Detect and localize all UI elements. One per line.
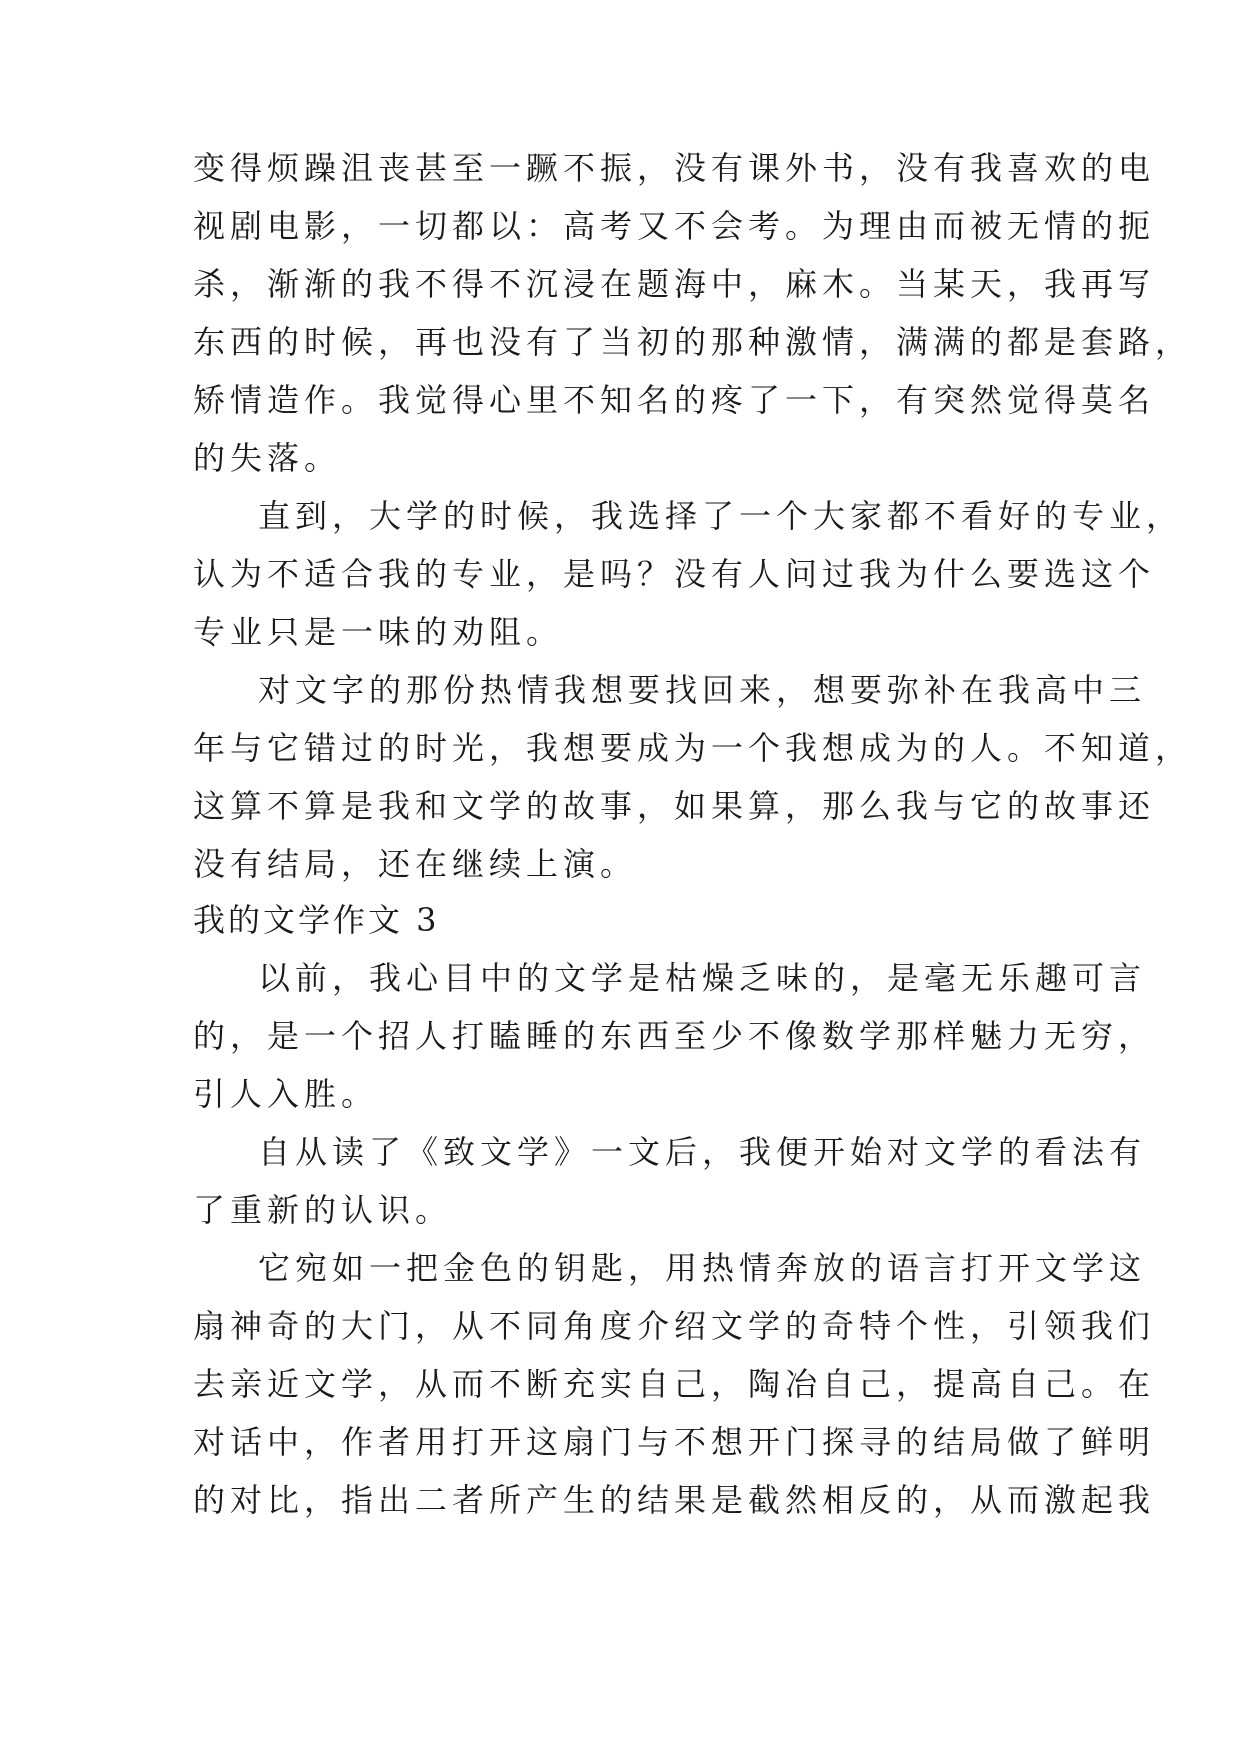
paragraph-first-line: 对文字的那份热情我想要找回来，想要弥补在我高中三 [258, 671, 1147, 709]
paragraph-first-line: 直到，大学的时候，我选择了一个大家都不看好的专业， [258, 497, 1184, 535]
section-heading: 我的文学作文 3 [193, 901, 440, 939]
text-line: 东西的时候，再也没有了当初的那种激情，满满的都是套路， [193, 323, 1193, 361]
paragraph-first-line: 自从读了《致文学》一文后，我便开始对文学的看法有 [258, 1133, 1147, 1171]
text-line: 专业只是一味的劝阻。 [193, 613, 564, 651]
text-line: 杀，渐渐的我不得不沉浸在题海中，麻木。当某天，我再写 [193, 265, 1156, 303]
text-line: 没有结局，还在继续上演。 [193, 845, 638, 883]
text-line: 认为不适合我的专业，是吗？没有人问过我为什么要选这个 [193, 555, 1156, 593]
text-line: 矫情造作。我觉得心里不知名的疼了一下，有突然觉得莫名 [193, 381, 1156, 419]
paragraph-first-line: 以前，我心目中的文学是枯燥乏味的，是毫无乐趣可言 [258, 959, 1147, 997]
text-line: 年与它错过的时光，我想要成为一个我想成为的人。不知道， [193, 729, 1193, 767]
text-line: 对话中，作者用打开这扇门与不想开门探寻的结局做了鲜明 [193, 1423, 1156, 1461]
text-line: 变得烦躁沮丧甚至一蹶不振，没有课外书，没有我喜欢的电 [193, 149, 1156, 187]
text-line: 的对比，指出二者所产生的结果是截然相反的，从而激起我 [193, 1481, 1156, 1519]
text-line: 的失落。 [193, 439, 342, 477]
text-line: 这算不算是我和文学的故事，如果算，那么我与它的故事还 [193, 787, 1156, 825]
text-line: 了重新的认识。 [193, 1191, 453, 1229]
text-line: 的，是一个招人打瞌睡的东西至少不像数学那样魅力无穷， [193, 1017, 1156, 1055]
paragraph-first-line: 它宛如一把金色的钥匙，用热情奔放的语言打开文学这 [258, 1249, 1147, 1287]
text-line: 扇神奇的大门，从不同角度介绍文学的奇特个性，引领我们 [193, 1307, 1156, 1345]
text-line: 视剧电影，一切都以：高考又不会考。为理由而被无情的扼 [193, 207, 1156, 245]
text-line: 引人入胜。 [193, 1075, 379, 1113]
text-line: 去亲近文学，从而不断充实自己，陶冶自己，提高自己。在 [193, 1365, 1156, 1403]
